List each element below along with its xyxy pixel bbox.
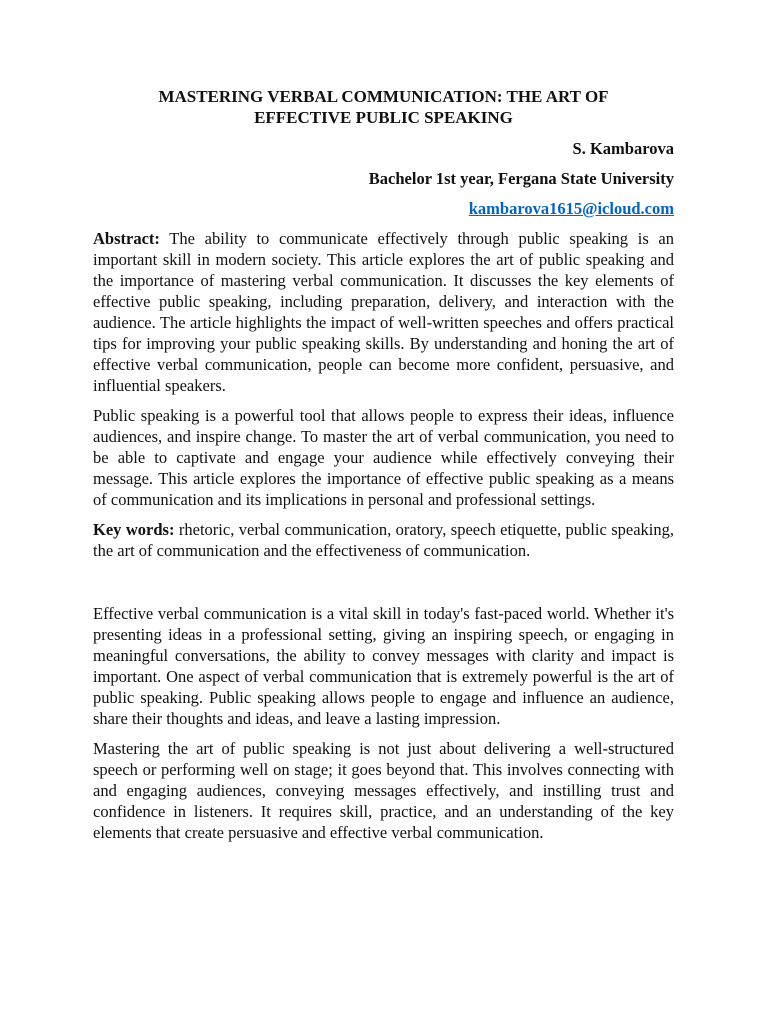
abstract-text: The ability to communicate effectively through public speaking is an important skill in modern society. This article explores the art of public speaking and the importance of mastering verbal communication. It discusses the key elements of effective public speaking, including preparation, delivery, and interaction with the audience. The article highlights the impact of well-written speeches and offers practical tips for improving your public speaking skills. By understanding and honing the art of effective verbal communication, people can become more confident, persuasive, and influential speakers.	[93, 229, 674, 395]
paper-title	[93, 86, 674, 128]
keywords-text: rhetoric, verbal communication, oratory, speech etiquette, public speaking, the art of communication and the effectiveness of communication.	[93, 520, 674, 560]
section-spacer	[93, 570, 674, 603]
keywords-paragraph	[93, 519, 674, 561]
body-paragraph: Effective verbal communication is a vital skill in today's fast-paced world. Whether it's presenting ideas in a professional setting, giving an inspiring speech, or engaging in meaningful conversations, the ability to convey messages with clarity and impact is important. One aspect of verbal communication that is extremely powerful is the art of public speaking. Public speaking allows people to engage and influence an audience, share their thoughts and ideas, and leave a lasting impression.	[93, 604, 674, 728]
intro-paragraph: Public speaking is a powerful tool that allows people to express their ideas, influence audiences, and inspire change. To master the art of verbal communication, you need to be able to captivate and engage your audience while effectively conveying their message. This article explores the importance of effective public speaking as a means of communication and its implications in personal and professional settings.	[93, 406, 674, 509]
abstract-paragraph	[93, 228, 674, 396]
keywords-label: Key words:	[93, 520, 175, 539]
body-paragraph: Mastering the art of public speaking is not just about delivering a well-structured speech or performing well on stage; it goes beyond that. This involves connecting with and engaging audiences, conveying messages effectively, and instilling trust and confidence in listeners. It requires skill, practice, and an understanding of the key elements that create persuasive and effective verbal communication.	[93, 739, 674, 842]
paper-title-line-1: MASTERING VERBAL COMMUNICATION: THE ART OF	[158, 87, 609, 106]
author-affiliation: Bachelor 1st year, Fergana State University	[368, 169, 674, 188]
author-email-link[interactable]: kambarova1615@icloud.com	[468, 199, 674, 218]
abstract-label: Abstract:	[93, 229, 160, 248]
document-page	[93, 86, 674, 852]
paper-title-line-2: EFFECTIVE PUBLIC SPEAKING	[254, 108, 513, 127]
author-name: S. Kambarova	[572, 139, 674, 158]
author-email-line	[93, 198, 674, 219]
